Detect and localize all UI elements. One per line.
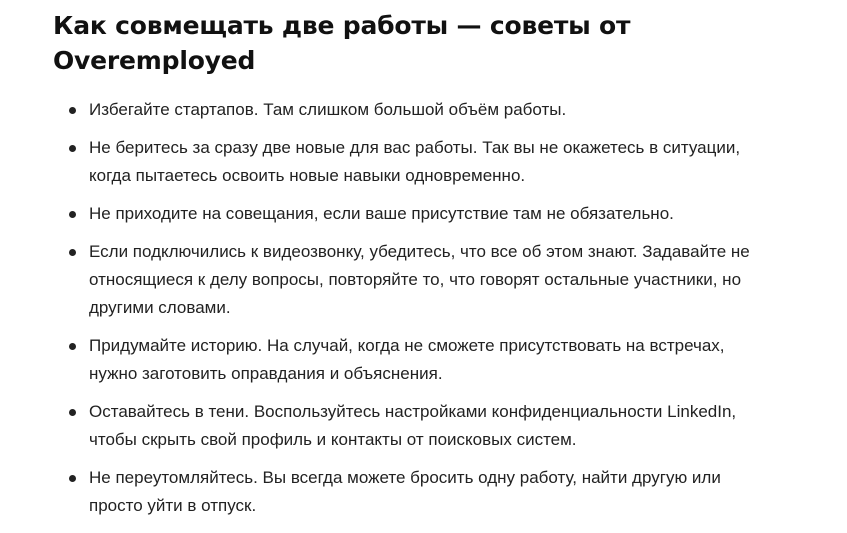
tip-text: Придумайте историю. На случай, когда не сможете присутствовать на встречах, нужно заготовить оправдания и объяснения. [89, 336, 725, 383]
article-title: Как совмещать две работы — советы от Overemployed [53, 11, 631, 75]
tip-text: Избегайте стартапов. Там слишком большой объём работы. [89, 100, 567, 119]
list-item [53, 96, 773, 124]
list-item [53, 398, 773, 454]
bullet-icon [69, 145, 76, 152]
bullet-icon [69, 475, 76, 482]
list-item [53, 238, 773, 322]
bullet-icon [69, 211, 76, 218]
bullet-icon [69, 343, 76, 350]
bullet-icon [69, 249, 76, 256]
article [53, 8, 773, 530]
tip-text: Не беритесь за сразу две новые для вас работы. Так вы не окажетесь в ситуации, когда пытаетесь освоить новые навыки одновременно. [89, 138, 741, 185]
list-item [53, 464, 773, 520]
list-item [53, 332, 773, 388]
list-item [53, 134, 773, 190]
bullet-icon [69, 107, 76, 114]
bullet-icon [69, 409, 76, 416]
tip-text: Оставайтесь в тени. Воспользуйтесь настройками конфиденциальности LinkedIn, чтобы скрыть свой профиль и контакты от поисковых систем. [89, 402, 737, 449]
tips-list [53, 96, 773, 520]
list-item [53, 200, 773, 228]
tip-text: Если подключились к видеозвонку, убедитесь, что все об этом знают. Задавайте не относящиеся к делу вопросы, повторяйте то, что говорят остальные участники, но другими словами. [89, 242, 750, 317]
tip-text: Не приходите на совещания, если ваше присутствие там не обязательно. [89, 204, 674, 223]
tip-text: Не переутомляйтесь. Вы всегда можете бросить одну работу, найти другую или просто уйти в отпуск. [89, 468, 721, 515]
